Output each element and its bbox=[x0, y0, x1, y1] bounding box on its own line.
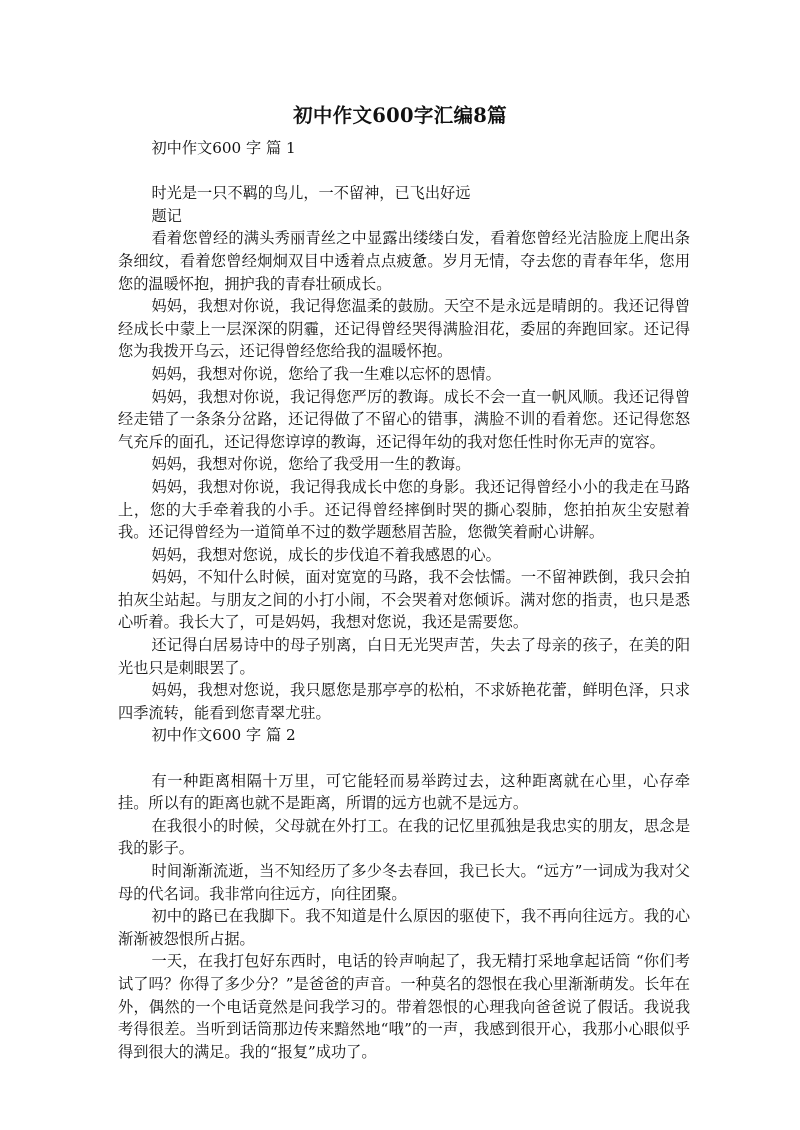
paragraph: 有一种距离相隔十万里，可它能轻而易举跨过去，这种距离就在心里，心存牵挂。所以有的距离也就不是距离，所谓的远方也就不是远方。 bbox=[118, 771, 690, 813]
paragraph: 初中的路已在我脚下。我不知道是什么原因的驱使下，我不再向往远方。我的心渐渐被怨恨所占据。 bbox=[118, 907, 690, 948]
blank-line bbox=[118, 160, 690, 183]
paragraph: 妈妈，我想对你说，您给了我一生难以忘怀的恩情。 bbox=[151, 364, 501, 383]
paragraph: 看着您曾经的满头秀丽青丝之中显露出缕缕白发，看着您曾经光洁脸庞上爬出条条细纹，看着您曾经炯炯双目中透着点点疲惫。岁月无情，夺去您的青春年华，您用您的温暖怀抱，拥护我的青春壮硕成长。 bbox=[118, 229, 690, 293]
paragraph: 时间渐渐流逝，当不知经历了多少冬去春回，我已长大。“远方”一词成为我对父母的代名词。我非常向往远方，向往团聚。 bbox=[118, 862, 690, 903]
paragraph: 妈妈，不知什么时候，面对宽宽的马路，我不会怯懦。一不留神跌倒，我只会拍拍灰尘站起。与朋友之间的小打小闹，不会哭着对您倾诉。满对您的指责，也只是悉心听着。我长大了，可是妈妈，我想对您说，我还是需要您。 bbox=[118, 568, 690, 632]
blank-line bbox=[118, 747, 690, 770]
paragraph: 还记得白居易诗中的母子别离，白日无光哭声苦，失去了母亲的孩子，在美的阳光也只是刺眼罢了。 bbox=[118, 636, 690, 677]
paragraph: 妈妈，我想对你说，我记得您温柔的鼓励。天空不是永远是晴朗的。我还记得曾经成长中蒙上一层深深的阴霾，还记得曾经哭得满脸泪花，委屈的奔跑回家。还记得您为我拨开乌云，还记得曾经您给我的温暖怀抱。 bbox=[118, 297, 690, 361]
paragraph: 妈妈，我想对你说，我记得我成长中您的身影。我还记得曾经小小的我走在马路上，您的大手牵着我的小手。还记得曾经摔倒时哭的撕心裂肺，您拍拍灰尘安慰着我。还记得曾经为一道简单不过的数学题愁眉苦脸，您微笑着耐心讲解。 bbox=[118, 477, 690, 542]
document-title: 初中作文600字汇编8篇 bbox=[293, 104, 507, 127]
paragraph: 妈妈，我想对您说，我只愿您是那亭亭的松柏，不求娇艳花蕾，鲜明色泽，只求四季流转，能看到您青翠尤驻。 bbox=[118, 681, 690, 722]
paragraph: 一天，在我打包好东西时，电话的铃声响起了，我无精打采地拿起话筒 “你们考试了吗？你得了多少分？”是爸爸的声音。一种莫名的怨恨在我心里渐渐萌发。长年在外，偶然的一个电话竟然是问我学习的。带着怨恨的心理我向爸爸说了假话。我说我考得很差。当听到话筒那边传来黯然地“哦”的一声，我感到很开心，我那小心眼似乎得到很大的满足。我的“报复”成功了。 bbox=[118, 952, 690, 1061]
paragraph: 在我很小的时候，父母就在外打工。在我的记忆里孤独是我忠实的朋友，思念是我的影子。 bbox=[118, 816, 690, 858]
paragraph: 妈妈，我想对你说，您给了我受用一生的教诲。 bbox=[151, 455, 471, 474]
paragraph: 题记 bbox=[151, 206, 182, 225]
document-body bbox=[118, 137, 690, 1063]
paragraph: 时光是一只不羁的鸟儿，一不留神，已飞出好远 bbox=[151, 184, 471, 203]
section-heading: 初中作文600 字 篇 1 bbox=[151, 139, 296, 157]
paragraph: 妈妈，我想对您说，成长的步伐追不着我感恩的心。 bbox=[151, 545, 501, 564]
paragraph: 妈妈，我想对你说，我记得您严厉的教诲。成长不会一直一帆风顺。我还记得曾经走错了一条条分岔路，还记得做了不留心的错事，满脸不训的看着您。还记得您怒气充斥的面孔，还记得您谆谆的教诲，还记得年幼的我对您任性时你无声的宽容。 bbox=[118, 387, 690, 451]
section-heading: 初中作文600 字 篇 2 bbox=[151, 726, 296, 745]
